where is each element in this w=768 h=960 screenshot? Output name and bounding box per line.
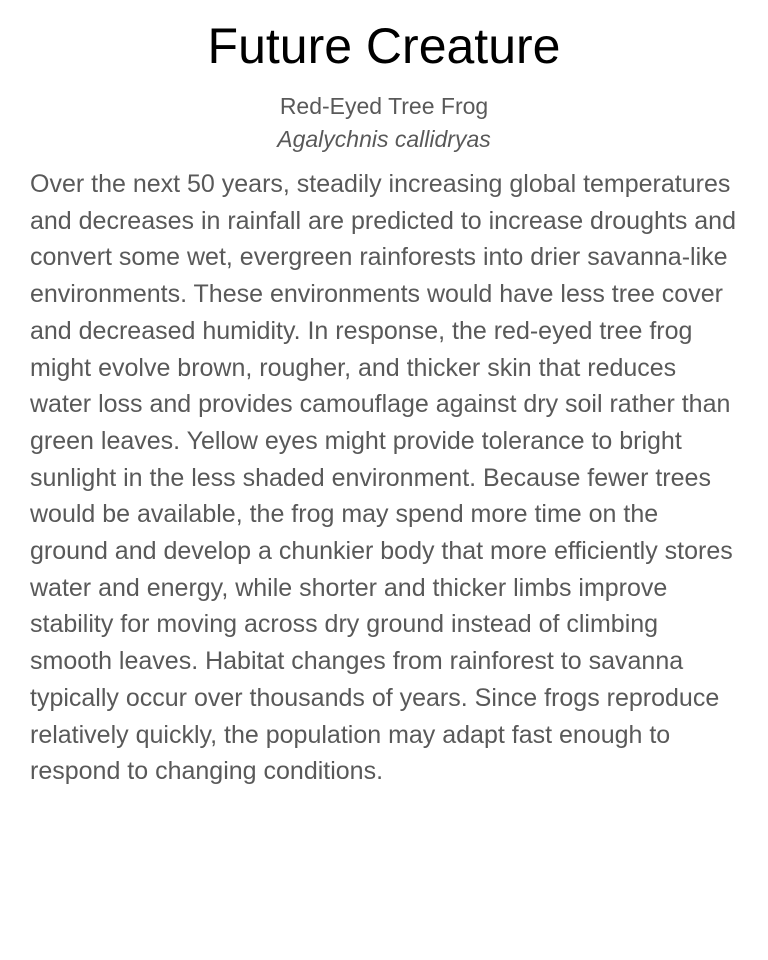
scientific-name: Agalychnis callidryas [277, 126, 491, 152]
common-name: Red-Eyed Tree Frog [279, 93, 489, 119]
page-title: Future Creature [207, 18, 561, 74]
body-paragraph: Over the next 50 years, steadily increasing global temperatures and decreases in rainfall are predicted to increase droughts and convert some wet, evergreen rainforests into drier savanna-like environments. These environments would have less tree cover and decreased humidity. In response, the red-eyed tree frog might evolve brown, rougher, and thicker skin that reduces water loss and provides camouflage against dry soil rather than green leaves. Yellow eyes might provide tolerance to bright sunlight in the less shaded environment. Because fewer trees would be available, the frog may spend more time on the ground and develop a chunkier body that more efficiently stores water and energy, while shorter and thicker limbs improve stability for moving across dry ground instead of climbing smooth leaves. Habitat changes from rainforest to savanna typically occur over thousands of years. Since frogs reproduce relatively quickly, the population may adapt fast enough to respond to changing conditions. [30, 170, 736, 786]
